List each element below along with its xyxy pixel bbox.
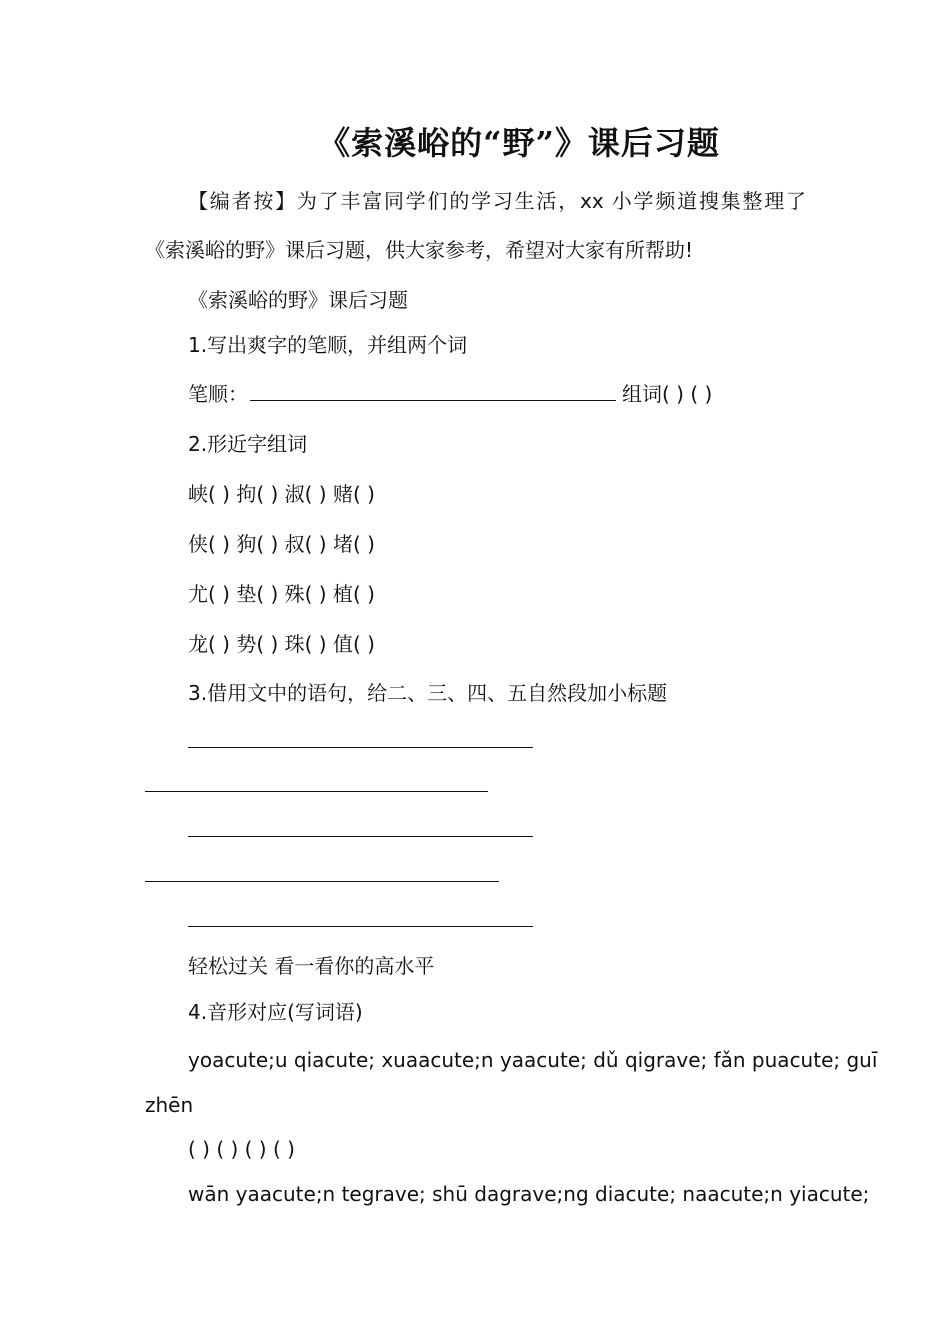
pinyin-line-1-continued: zhēn [145, 1093, 194, 1117]
question-1-answer-line [188, 380, 712, 408]
answer-blank-line [188, 747, 533, 748]
editor-note-line-2: 《索溪峪的野》课后习题，供大家参考，希望对大家有所帮助! [145, 238, 694, 262]
subtitle: 《索溪峪的野》课后习题 [188, 288, 408, 312]
question-2-row: 尤( ) 垫( ) 殊( ) 植( ) [188, 582, 375, 606]
stroke-order-label: 笔顺： [188, 382, 248, 406]
answer-blank-line [145, 791, 488, 792]
stroke-order-blank [250, 382, 616, 401]
answer-blank-line [188, 926, 533, 927]
question-2-prompt: 2.形近字组词 [188, 432, 308, 456]
question-3-prompt: 3.借用文中的语句，给二、三、四、五自然段加小标题 [188, 681, 668, 705]
page-title: 《索溪峪的“野”》课后习题 [318, 124, 720, 162]
question-4-prompt: 4.音形对应(写词语) [188, 1000, 363, 1024]
answer-blanks: ( ) ( ) ( ) ( ) [188, 1137, 295, 1161]
editor-note-line-1: 【编者按】为了丰富同学们的学习生活，xx 小学频道搜集整理了 [188, 189, 806, 213]
word-group-label: 组词( ) ( ) [622, 382, 713, 406]
question-2-row: 侠( ) 狗( ) 叔( ) 堵( ) [188, 532, 375, 556]
question-2-row: 龙( ) 势( ) 珠( ) 值( ) [188, 632, 375, 656]
question-2-row: 峡( ) 拘( ) 淑( ) 赌( ) [188, 482, 375, 506]
answer-blank-line [145, 881, 499, 882]
question-1-prompt: 1.写出爽字的笔顺，并组两个词 [188, 333, 468, 357]
pinyin-line-2: wān yaacute;n tegrave; shū dagrave;ng diacute; naacute;n yiacute; [188, 1182, 870, 1206]
pinyin-line-1: yoacute;u qiacute; xuaacute;n yaacute; dǔ qigrave; fǎn puacute; guī [188, 1048, 878, 1072]
section-heading: 轻松过关 看一看你的高水平 [188, 954, 435, 978]
answer-blank-line [188, 836, 533, 837]
